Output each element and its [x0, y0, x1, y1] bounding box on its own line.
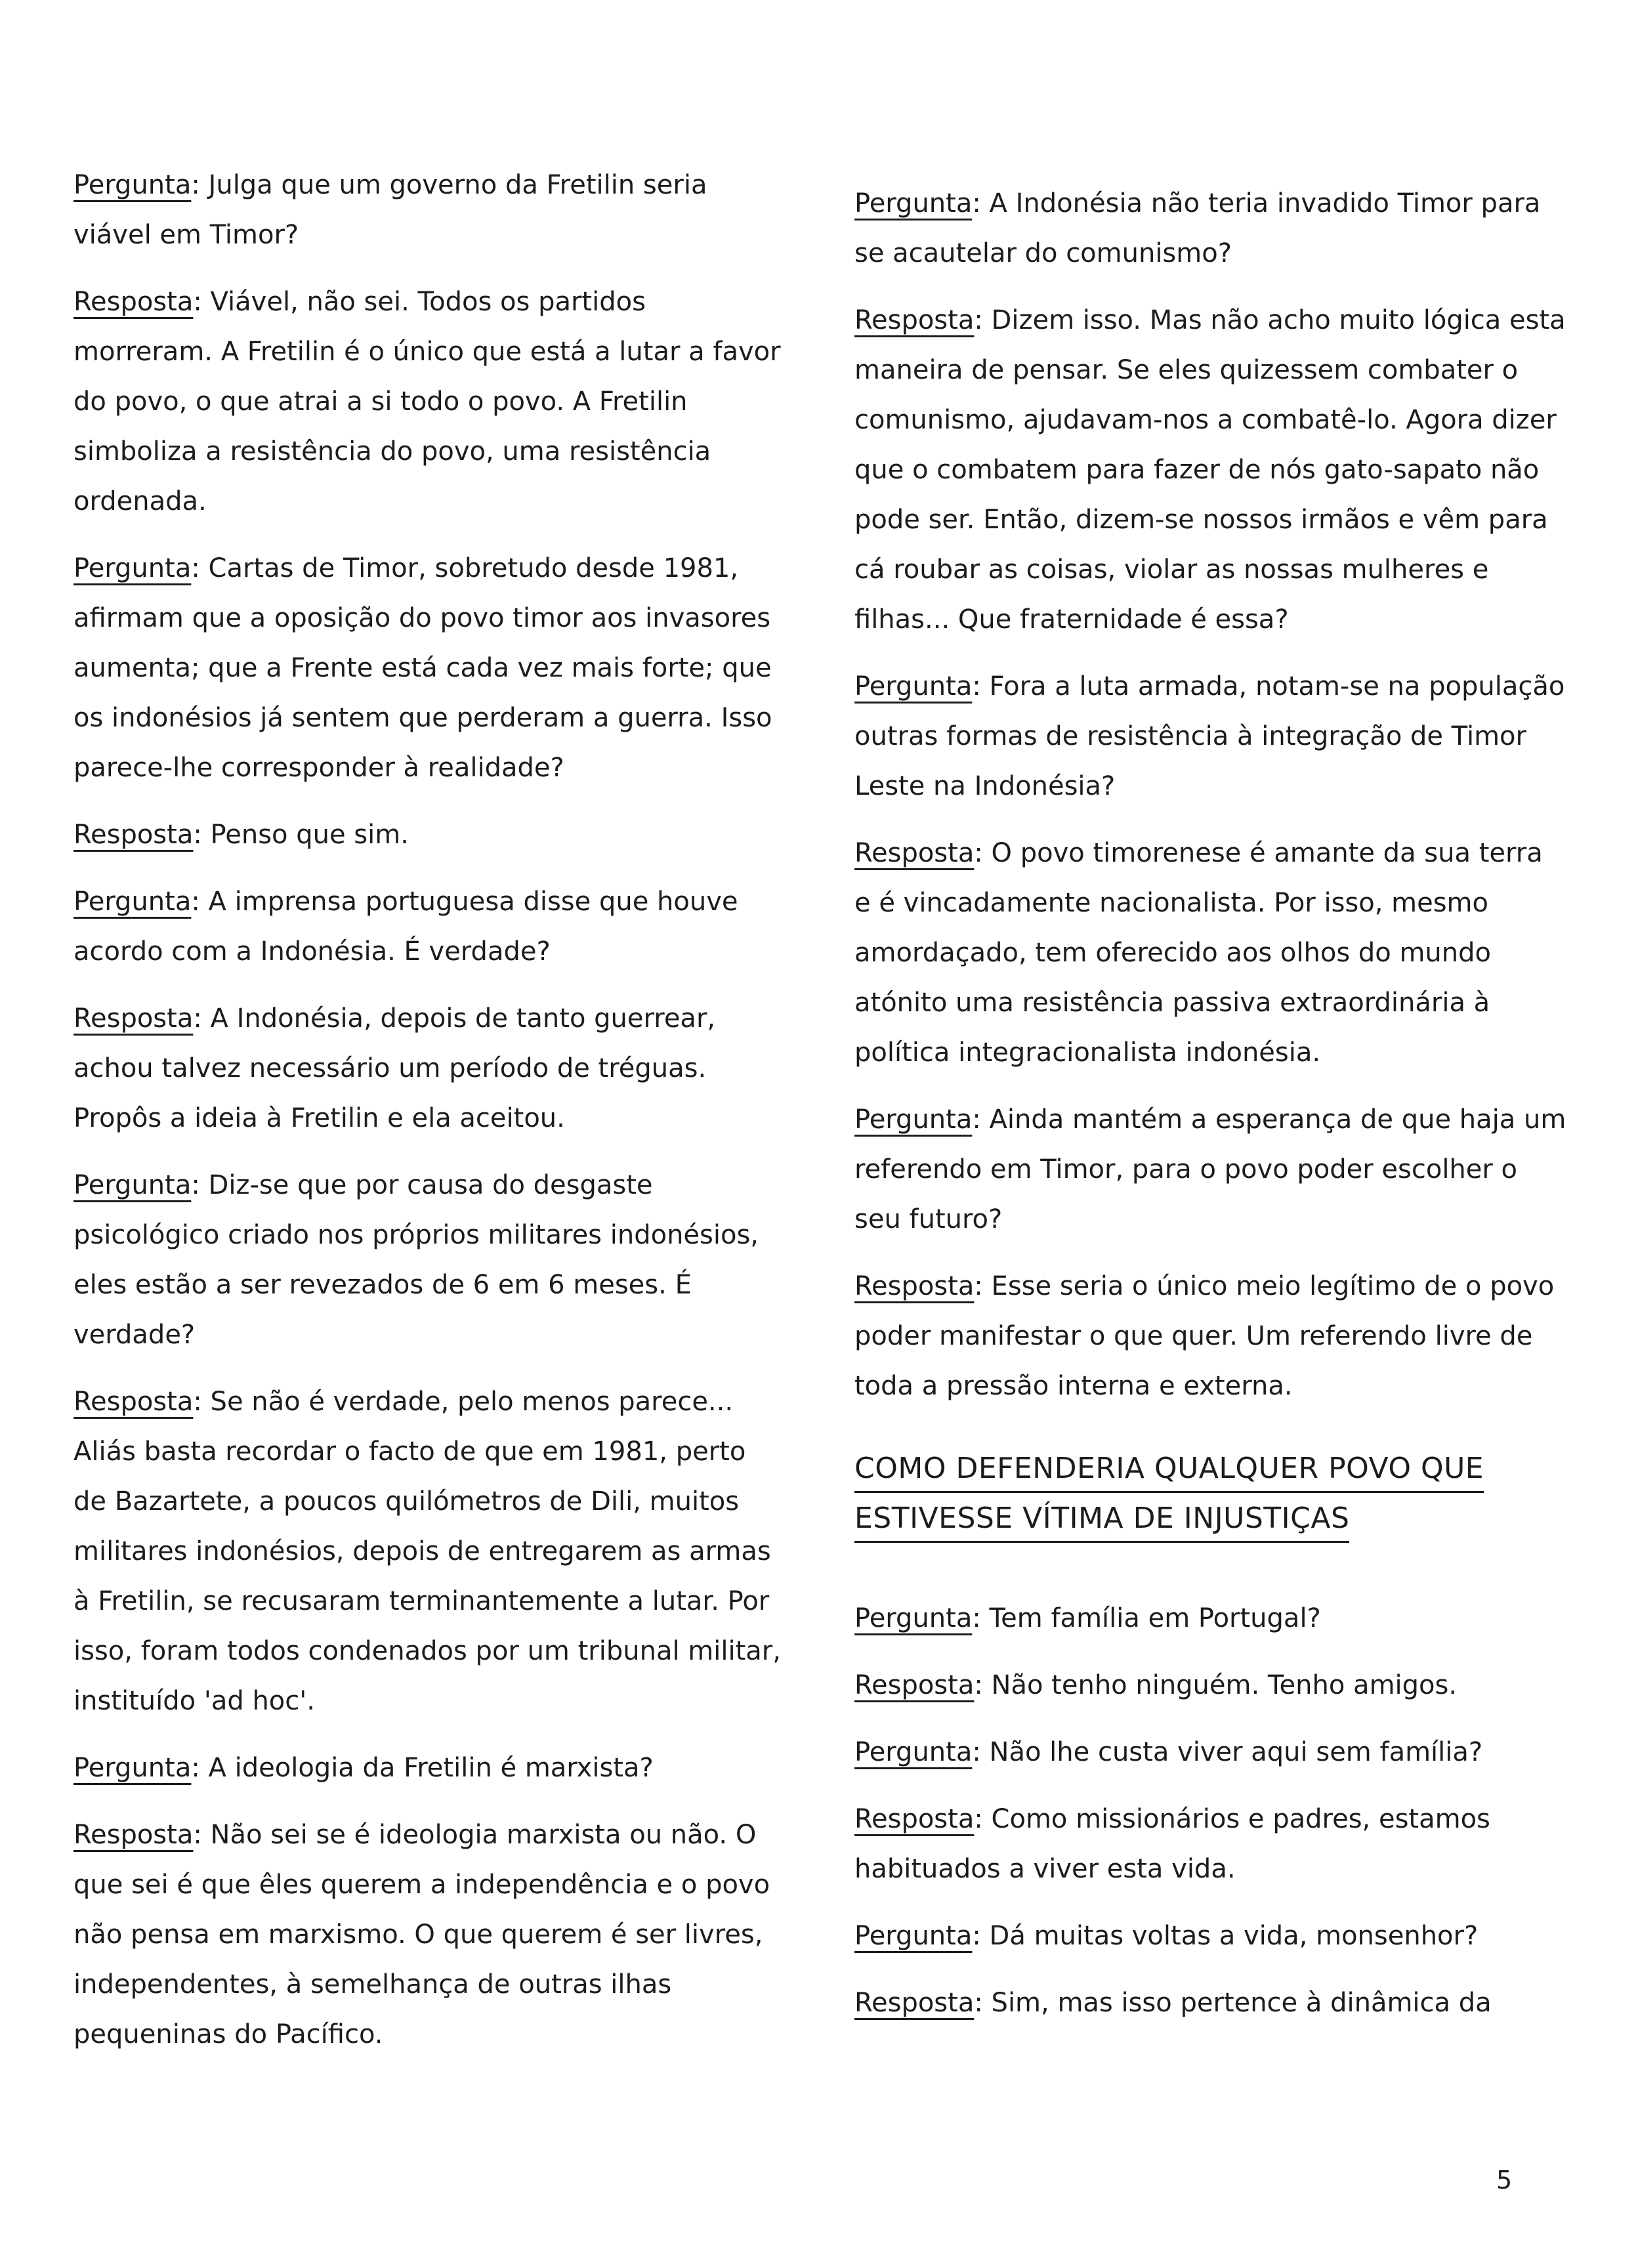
- qa-pair: Resposta: A Indonésia, depois de tanto guerrear, achou talvez necessário um período de tréguas. Propôs a ideia à Fretilin e ela aceitou.: [74, 1003, 716, 1133]
- qa-text: Cartas de Timor, sobretudo desde 1981, afirmam que a oposição do povo timor aos invasores aumenta; que a Frente está cada vez mais forte; que os indonésios já sentem que perderam a guerra. Isso parece-lhe corresponder à realidade?: [74, 553, 772, 783]
- qa-text: O povo timorenese é amante da sua terra e é vincadamente nacionalista. Por isso, mesmo amordaçado, tem oferecido aos olhos do mundo atónito uma resistência passiva extraordinária à política integracionalista indonésia.: [854, 838, 1543, 1068]
- qa-text: Fora a luta armada, notam-se na população outras formas de resistência à integração de Timor Leste na Indonésia?: [854, 671, 1565, 801]
- question-label: Pergunta: [854, 1921, 973, 1951]
- qa-pair: Pergunta: Ainda mantém a esperança de que haja um referendo em Timor, para o povo poder escolher o seu futuro?: [854, 1104, 1566, 1234]
- qa-text: Sim, mas isso pertence à dinâmica da: [991, 1988, 1492, 2018]
- qa-text: Se não é verdade, pelo menos parece... Aliás basta recordar o facto de que em 1981, perto de Bazartete, a poucos quilómetros de Dili, muitos militares indonésios, depois de entregarem as armas à Fretilin, se recusaram terminantemente a lutar. Por isso, foram todos condenados por um tribunal militar, instituído 'ad hoc'.: [74, 1387, 781, 1716]
- qa-text: Penso que sim.: [210, 820, 409, 850]
- qa-text: Dá muitas voltas a vida, monsenhor?: [989, 1921, 1479, 1951]
- question-label: Pergunta: [74, 170, 192, 200]
- question-label: Pergunta: [854, 671, 973, 702]
- qa-pair: Pergunta: Fora a luta armada, notam-se na população outras formas de resistência à integração de Timor Leste na Indonésia?: [854, 671, 1565, 801]
- answer-label: Resposta: [854, 838, 975, 868]
- question-label: Pergunta: [74, 887, 192, 917]
- page-number: 5: [1496, 2166, 1513, 2194]
- question-label: Pergunta: [854, 1104, 973, 1135]
- answer-label: Resposta: [74, 1820, 194, 1850]
- answer-label: Resposta: [74, 287, 194, 317]
- qa-pair: Resposta: Não sei se é ideologia marxista ou não. O que sei é que êles querem a independência e o povo não pensa em marxismo. O que querem é ser livres, independentes, à semelhança de outras ilhas pequeninas do Pacífico.: [74, 1820, 770, 2049]
- qa-text: Ainda mantém a esperança de que haja um referendo em Timor, para o povo poder escolher o seu futuro?: [854, 1104, 1566, 1234]
- answer-label: Resposta: [74, 1387, 194, 1417]
- qa-pair: Pergunta: Tem família em Portugal?: [854, 1603, 1321, 1633]
- qa-text: Como missionários e padres, estamos habituados a viver esta vida.: [854, 1804, 1490, 1884]
- qa-text: Julga que um governo da Fretilin seria viável em Timor?: [74, 170, 707, 250]
- qa-text: A ideologia da Fretilin é marxista?: [208, 1753, 654, 1783]
- qa-pair: Pergunta: Não lhe custa viver aqui sem família?: [854, 1737, 1483, 1767]
- qa-text: Viável, não sei. Todos os partidos morreram. A Fretilin é o único que está a lutar a favor do povo, o que atrai a si todo o povo. A Fretilin simboliza a resistência do povo, uma resistência ordenada.: [74, 287, 781, 516]
- section-heading-line-1: COMO DEFENDERIA QUALQUER POVO QUE: [854, 1446, 1484, 1493]
- qa-text: Diz-se que por causa do desgaste psicológico criado nos próprios militares indonésios, eles estão a ser revezados de 6 em 6 meses. É verdade?: [74, 1170, 759, 1350]
- qa-pair: Pergunta: Julga que um governo da Fretilin seria viável em Timor?: [74, 170, 707, 250]
- qa-pair: Resposta: Se não é verdade, pelo menos parece... Aliás basta recordar o facto de que em 1981, perto de Bazartete, a poucos quilómetros de Dili, muitos militares indonésios, depois de entregarem as armas à Fretilin, se recusaram terminantemente a lutar. Por isso, foram todos condenados por um tribunal militar, instituído 'ad hoc'.: [74, 1387, 781, 1716]
- right-column: [854, 178, 1567, 2045]
- qa-pair: Pergunta: A Indonésia não teria invadido Timor para se acautelar do comunismo?: [854, 188, 1541, 268]
- qa-pair: Resposta: Viável, não sei. Todos os partidos morreram. A Fretilin é o único que está a lutar a favor do povo, o que atrai a si todo o povo. A Fretilin simboliza a resistência do povo, uma resistência ordenada.: [74, 287, 781, 516]
- qa-text: A Indonésia, depois de tanto guerrear, achou talvez necessário um período de tréguas. Propôs a ideia à Fretilin e ela aceitou.: [74, 1003, 716, 1133]
- qa-pair: Resposta: Não tenho ninguém. Tenho amigos.: [854, 1670, 1458, 1700]
- qa-text: Não sei se é ideologia marxista ou não. O que sei é que êles querem a independência e o povo não pensa em marxismo. O que querem é ser livres, independentes, à semelhança de outras ilhas pequeninas do Pacífico.: [74, 1820, 770, 2049]
- qa-text: Tem família em Portugal?: [989, 1603, 1321, 1633]
- qa-text: Esse seria o único meio legítimo de o povo poder manifestar o que quer. Um referendo livre de toda a pressão interna e externa.: [854, 1271, 1555, 1401]
- answer-label: Resposta: [74, 820, 194, 850]
- qa-text: Dizem isso. Mas não acho muito lógica esta maneira de pensar. Se eles quizessem combater o comunismo, ajudavam-nos a combatê-lo. Agora dizer que o combatem para fazer de nós gato-sapato não pode ser. Então, dizem-se nossos irmãos e vêm para cá roubar as coisas, violar as nossas mulheres e filhas... Que fraternidade é essa?: [854, 305, 1566, 635]
- left-column: [74, 160, 782, 2076]
- question-label: Pergunta: [854, 1737, 973, 1767]
- answer-label: Resposta: [854, 1271, 975, 1301]
- qa-pair: Resposta: Como missionários e padres, estamos habituados a viver esta vida.: [854, 1804, 1490, 1884]
- answer-label: Resposta: [854, 1988, 975, 2018]
- qa-pair: Pergunta: Dá muitas voltas a vida, monsenhor?: [854, 1921, 1479, 1951]
- answer-label: Resposta: [854, 1804, 975, 1834]
- qa-pair: Resposta: Esse seria o único meio legítimo de o povo poder manifestar o que quer. Um referendo livre de toda a pressão interna e externa.: [854, 1271, 1555, 1401]
- qa-pair: Pergunta: A imprensa portuguesa disse que houve acordo com a Indonésia. É verdade?: [74, 887, 738, 967]
- answer-label: Resposta: [74, 1003, 194, 1034]
- question-label: Pergunta: [74, 1753, 192, 1783]
- question-label: Pergunta: [854, 1603, 973, 1633]
- qa-pair: Resposta: O povo timorenese é amante da sua terra e é vincadamente nacionalista. Por isso, mesmo amordaçado, tem oferecido aos olhos do mundo atónito uma resistência passiva extraordinária à política integracionalista indonésia.: [854, 838, 1543, 1068]
- answer-label: Resposta: [854, 305, 975, 335]
- answer-label: Resposta: [854, 1670, 975, 1700]
- qa-text: Não tenho ninguém. Tenho amigos.: [991, 1670, 1458, 1700]
- qa-pair: Pergunta: Diz-se que por causa do desgaste psicológico criado nos próprios militares indonésios, eles estão a ser revezados de 6 em 6 meses. É verdade?: [74, 1170, 759, 1350]
- qa-text: Não lhe custa viver aqui sem família?: [989, 1737, 1483, 1767]
- qa-pair: Pergunta: A ideologia da Fretilin é marxista?: [74, 1753, 654, 1783]
- question-label: Pergunta: [74, 553, 192, 583]
- qa-text: A imprensa portuguesa disse que houve acordo com a Indonésia. É verdade?: [74, 887, 738, 967]
- question-label: Pergunta: [74, 1170, 192, 1200]
- section-heading-line-2: ESTIVESSE VÍTIMA DE INJUSTIÇAS: [854, 1496, 1349, 1543]
- question-label: Pergunta: [854, 188, 973, 219]
- qa-pair: Resposta: Sim, mas isso pertence à dinâmica da: [854, 1988, 1492, 2018]
- qa-pair: Resposta: Penso que sim.: [74, 820, 409, 850]
- qa-pair: Pergunta: Cartas de Timor, sobretudo desde 1981, afirmam que a oposição do povo timor aos invasores aumenta; que a Frente está cada vez mais forte; que os indonésios já sentem que perderam a guerra. Isso parece-lhe corresponder à realidade?: [74, 553, 772, 783]
- qa-text: A Indonésia não teria invadido Timor para se acautelar do comunismo?: [854, 188, 1541, 268]
- section-heading: [854, 1444, 1567, 1544]
- qa-pair: Resposta: Dizem isso. Mas não acho muito lógica esta maneira de pensar. Se eles quizessem combater o comunismo, ajudavam-nos a combatê-lo. Agora dizer que o combatem para fazer de nós gato-sapato não pode ser. Então, dizem-se nossos irmãos e vêm para cá roubar as coisas, violar as nossas mulheres e filhas... Que fraternidade é essa?: [854, 305, 1566, 635]
